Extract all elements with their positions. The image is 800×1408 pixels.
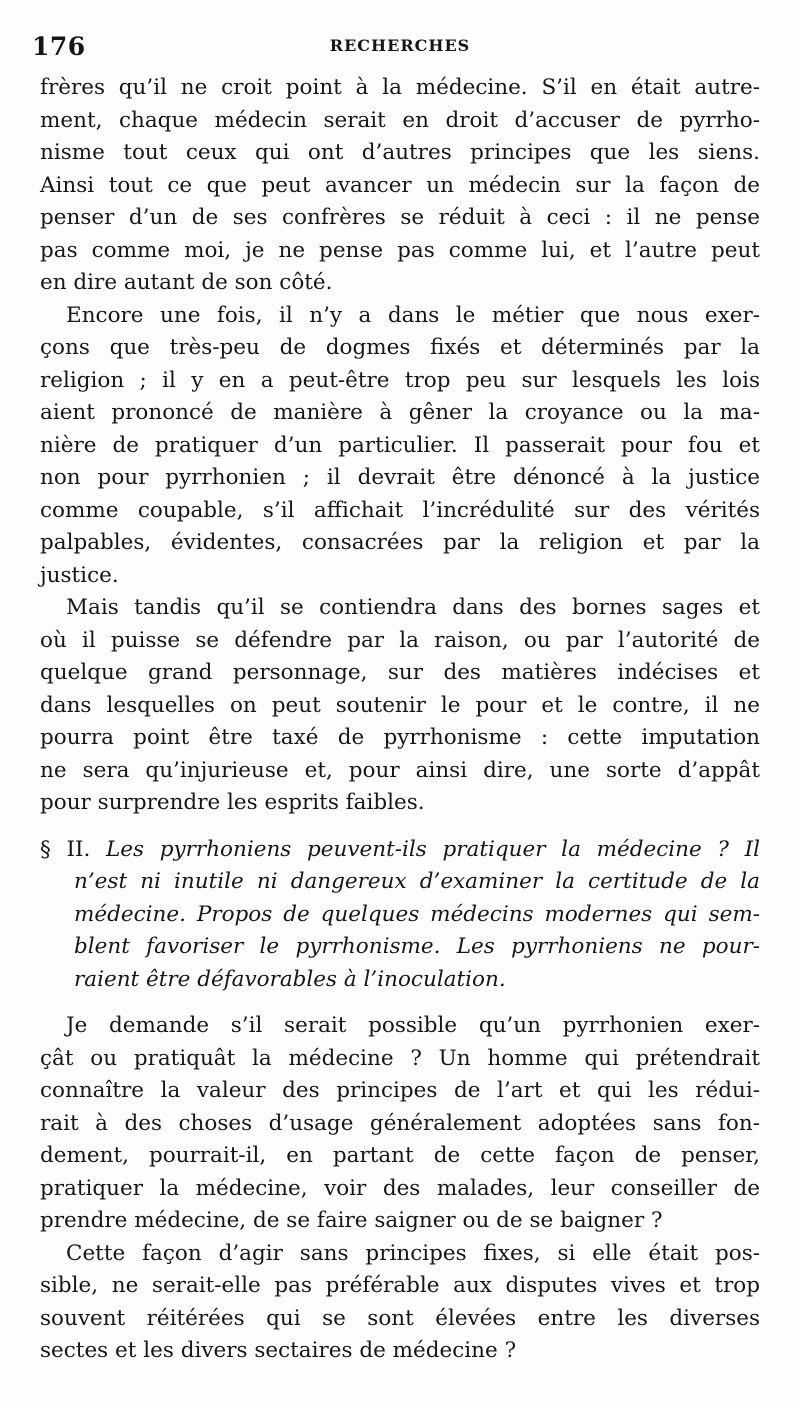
text-line: justice. [40, 562, 119, 588]
text-line: frères qu’il ne croit point à la médecine. S’il en était autre- [40, 75, 760, 100]
body-text [40, 72, 760, 1368]
section-heading-line [40, 834, 760, 867]
text-line: dans lesquelles on peut soutenir le pour et le contre, il ne [40, 692, 760, 718]
text-line: nière de pratiquer d’un particulier. Il passerait pour fou et [40, 432, 760, 458]
section-heading-line: raient être défavorables à l’inoculation. [74, 966, 506, 992]
text-line: sectes et les divers sectaires de médecine ? [40, 1338, 517, 1363]
text-line: nisme tout ceux qui ont d’autres principes que les siens. [40, 140, 760, 165]
text-line: aient prononcé de manière à gêner la croyance ou la ma- [40, 400, 760, 425]
paragraph [40, 1010, 760, 1238]
section-heading [40, 834, 760, 997]
text-line: comme coupable, s’il affichait l’incrédulité sur des vérités [40, 497, 760, 523]
section-heading-text: Les pyrrhoniens peuvent-ils pratiquer la médecine ? Il [106, 836, 760, 862]
text-line: quelque grand personnage, sur des matières indécises et [40, 660, 760, 685]
text-line: pratiquer la médecine, voir des malades, leur conseiller de [40, 1175, 760, 1201]
text-line: Cette façon d’agir sans principes fixes, si elle était pos- [66, 1240, 760, 1266]
text-line: souvent réitérées qui se sont élevées entre les diverses [40, 1305, 760, 1331]
text-line: rait à des choses d’usage généralement adoptées sans fon- [40, 1110, 760, 1136]
section-heading-line: médecine. Propos de quelques médecins modernes qui sem- [74, 901, 760, 927]
text-line: çons que très-peu de dogmes fixés et déterminés par la [40, 335, 760, 360]
text-line: pour surprendre les esprits faibles. [40, 790, 425, 815]
paragraph [40, 1238, 760, 1368]
spacer [40, 820, 760, 834]
text-line: penser d’un de ses confrères se réduit à ceci : il ne pense [40, 205, 760, 230]
text-line: Je demande s’il serait possible qu’un pyrrhonien exer- [66, 1013, 760, 1038]
text-line: en dire autant de son côté. [40, 270, 333, 295]
paragraph [40, 300, 760, 593]
paragraph [40, 592, 760, 820]
section-heading-line: n’est ni inutile ni dangereux d’examiner la certitude de la [74, 869, 760, 894]
page-header [30, 32, 770, 62]
spacer [40, 996, 760, 1010]
text-line: çât ou pratiquât la médecine ? Un homme qui prétendrait [40, 1045, 760, 1071]
text-line: religion ; il y en a peut-être trop peu sur lesquels les lois [40, 367, 760, 393]
section-heading-line: blent favoriser le pyrrhonisme. Les pyrrhoniens ne pour- [74, 934, 760, 959]
text-line: ne sera qu’injurieuse et, pour ainsi dire, une sorte d’appât [40, 757, 760, 783]
section-mark: § II. [40, 836, 91, 862]
page-number: 176 [32, 32, 86, 61]
text-line: dement, pourrait-il, en partant de cette façon de penser, [40, 1143, 760, 1168]
text-line: sible, ne serait-elle pas préférable aux disputes vives et trop [40, 1273, 760, 1298]
text-line: pas comme moi, je ne pense pas comme lui, et l’autre peut [40, 237, 760, 263]
running-head: RECHERCHES [329, 36, 471, 55]
text-line: connaître la valeur des principes de l’art et qui les rédui- [40, 1078, 760, 1103]
text-line: ment, chaque médecin serait en droit d’accuser de pyrrho- [40, 107, 760, 133]
text-line: Ainsi tout ce que peut avancer un médecin sur la façon de [40, 172, 760, 198]
paragraph [40, 72, 760, 300]
text-line: Mais tandis qu’il se contiendra dans des bornes sages et [66, 595, 760, 620]
text-line: où il puisse se défendre par la raison, ou par l’autorité de [40, 627, 760, 653]
text-line: palpables, évidentes, consacrées par la religion et par la [40, 530, 760, 555]
text-line: Encore une fois, il n’y a dans le métier que nous exer- [66, 302, 760, 328]
text-line: pourra point être taxé de pyrrhonisme : cette imputation [40, 725, 760, 750]
text-line: prendre médecine, de se faire saigner ou de se baigner ? [40, 1208, 663, 1233]
text-line: non pour pyrrhonien ; il devrait être dénoncé à la justice [40, 465, 760, 490]
